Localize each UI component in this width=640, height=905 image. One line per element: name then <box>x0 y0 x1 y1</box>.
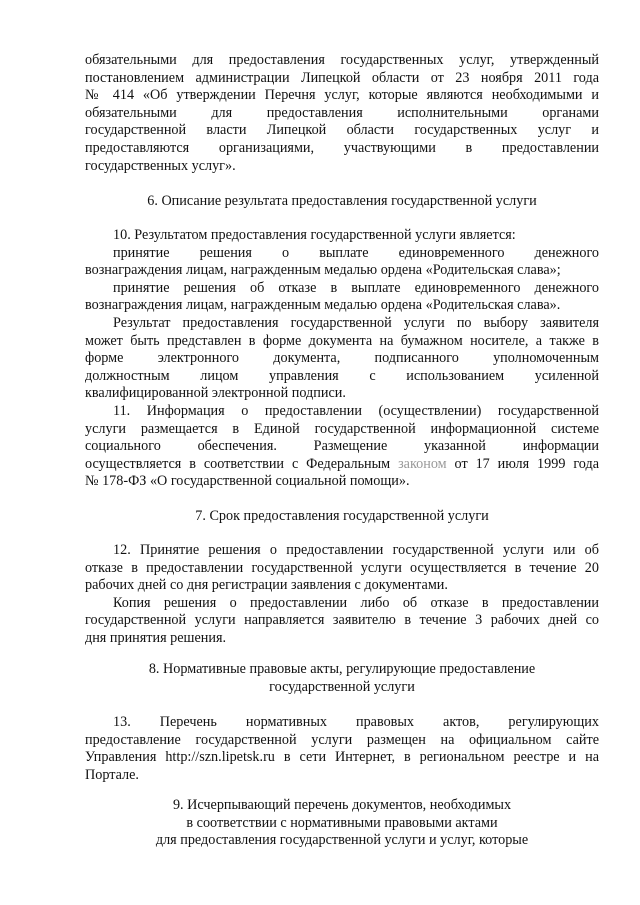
section-6-body <box>85 227 599 491</box>
paragraph-11-line: № 178-ФЗ «О государственной социальной помощи». <box>85 473 410 490</box>
paragraph-11-text: осуществляется в соответствии с Федеральным <box>85 455 399 472</box>
copy-line: Копия решения о предоставлении либо об отказе в предоставлении <box>113 594 599 611</box>
section-8-body <box>85 714 599 784</box>
intro-line: постановлением администрации Липецкой области от 23 ноября 2011 года <box>85 69 599 86</box>
paragraph-10-item: принятие решения об отказе в выплате единовременного денежного <box>113 279 599 296</box>
section-9-heading-wrap <box>85 797 599 850</box>
paragraph-13-line: 13. Перечень нормативных правовых актов, регулирующих <box>113 714 599 730</box>
result-line: может быть представлен в форме документа на бумажном носителе, а также в <box>85 332 599 349</box>
intro-line: № 414 «Об утверждении Перечня услуг, которые являются необходимыми и <box>85 87 599 104</box>
copy-line: дня принятия решения. <box>85 629 227 646</box>
paragraph-11-line: 11. Информация о предоставлении (осуществлении) государственной <box>113 402 599 419</box>
result-line: Результат предоставления государственной услуги по выбору заявителя <box>113 314 599 331</box>
paragraph-11-text: от 17 июля 1999 года <box>446 455 599 472</box>
result-line: квалифицированной электронной подписи. <box>85 385 346 402</box>
paragraph-13-line: Управления http://szn.lipetsk.ru в сети Интернет, в региональном реестре и на <box>85 749 599 766</box>
paragraph-11-line: социального обеспечения. Размещение указанной информации <box>85 438 599 455</box>
intro-line: государственных услуг». <box>85 157 236 174</box>
paragraph-11-line: услуги размещается в Единой государственной информационной системе <box>85 420 599 437</box>
copy-line: государственной услуги направляется заявителю в течение 3 рабочих дней со <box>85 612 599 629</box>
intro-line: государственной власти Липецкой области государственных услуг и <box>85 122 599 139</box>
paragraph-10-item: вознаграждения лицам, награжденным медалью ордена «Родительская слава». <box>85 297 561 314</box>
law-link[interactable]: законом <box>398 455 447 472</box>
paragraph-10-item: вознаграждения лицам, награжденным медалью ордена «Родительская слава»; <box>85 262 561 279</box>
paragraph-12-line: 12. Принятие решения о предоставлении государственной услуги или об <box>113 542 599 558</box>
section-heading: 8. Нормативные правовые акты, регулирующие предоставление <box>148 661 536 677</box>
section-heading: государственной услуги <box>269 678 415 695</box>
paragraph-12-line: рабочих дней со дня регистрации заявления с документами. <box>85 577 448 594</box>
intro-line: обязательными для предоставления исполнительными органами <box>85 104 599 121</box>
section-7-heading-wrap <box>85 508 599 526</box>
section-7-body <box>85 542 599 648</box>
section-heading: 7. Срок предоставления государственной услуги <box>195 508 489 524</box>
section-8-heading-wrap <box>85 661 599 696</box>
paragraph-10-item: принятие решения о выплате единовременного денежного <box>113 244 599 261</box>
intro-line: предоставляются организациями, участвующими в предоставлении <box>85 139 599 156</box>
paragraph-13-line: предоставление государственной услуги размещен на официальном сайте <box>85 731 599 748</box>
paragraph-12-line: отказе в предоставлении государственной услуги осуществляется в течение 20 <box>85 559 599 576</box>
section-heading: для предоставления государственной услуги и услуг, которые <box>155 832 529 849</box>
paragraph-10-line: 10. Результатом предоставления государственной услуги является: <box>113 227 516 243</box>
paragraph-13-line: Портале. <box>85 766 139 783</box>
section-6-heading-wrap <box>85 193 599 211</box>
paragraph-11-line <box>85 456 599 474</box>
intro-line: обязательными для предоставления государственных услуг, утвержденный <box>85 52 599 68</box>
result-line: форме электронного документа, подписанного уполномоченным <box>85 350 599 367</box>
result-line: должностным лицом управления с использованием усиленной <box>85 367 599 384</box>
section-heading: 6. Описание результата предоставления государственной услуги <box>147 193 537 209</box>
intro-paragraph <box>85 52 599 175</box>
section-heading: в соответствии с нормативными правовыми актами <box>186 814 498 831</box>
section-heading: 9. Исчерпывающий перечень документов, необходимых <box>172 797 512 813</box>
